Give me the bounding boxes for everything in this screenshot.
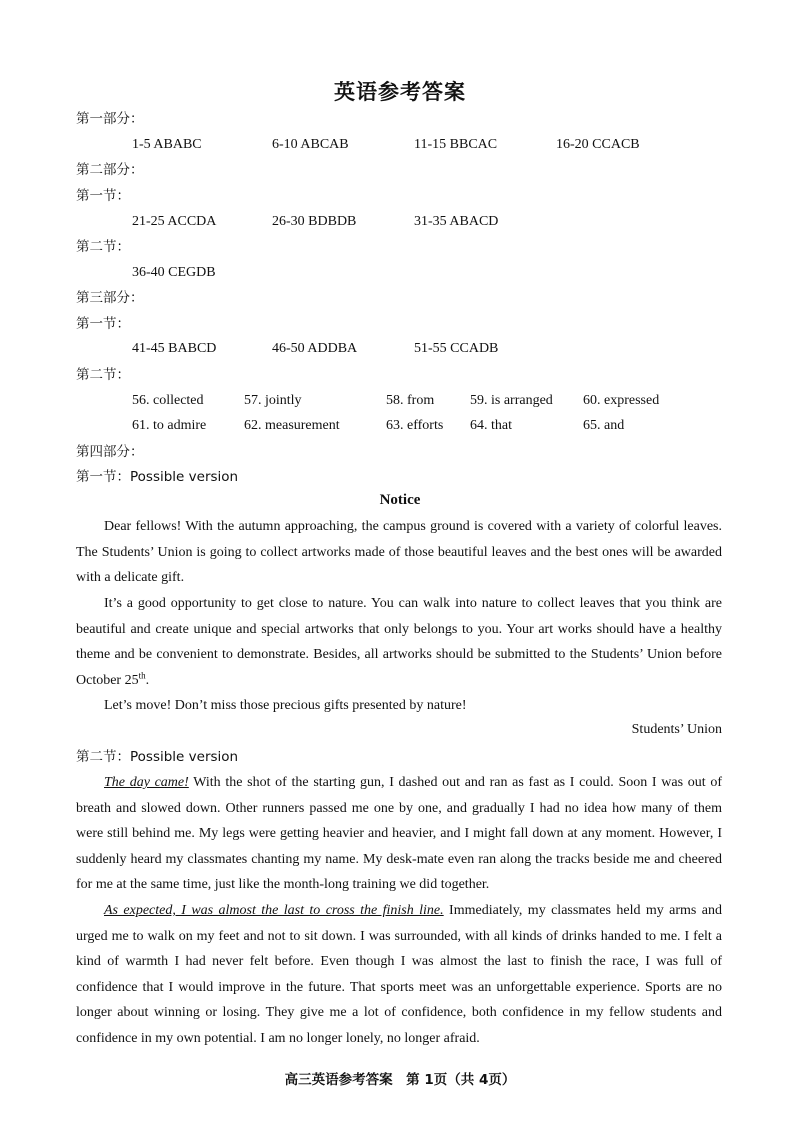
notice-title: Notice xyxy=(379,492,421,508)
cloze-answer: 64. that xyxy=(470,418,512,433)
notice-paragraph: Let’s move! Don’t miss those precious gifts presented by nature! xyxy=(104,698,467,713)
notice-p2-superscript: th xyxy=(138,670,146,681)
section2-label-text: 第二节：Possible version xyxy=(76,749,239,765)
notice-signature: Students’ Union xyxy=(631,722,722,737)
notice-paragraph: Dear fellows! With the autumn approaching, the campus ground is covered with a variety of colorful leaves. The Students’ Union is going to collect artworks made of those beautiful leaves and the best ones will be awarded with a delicate gift. xyxy=(76,519,722,586)
part3-label: 第三部分： xyxy=(76,290,144,306)
cloze-answer: 59. is arranged xyxy=(470,393,553,408)
cloze-answer: 65. and xyxy=(583,418,625,433)
answer-group: 31-35 ABACD xyxy=(414,214,499,229)
answer-group: 46-50 ADDBA xyxy=(272,341,358,356)
part4-section1-label xyxy=(76,468,238,487)
story-p2-lead: As expected, I was almost the last to cross the finish line. xyxy=(104,903,444,918)
part4-section2-label xyxy=(76,748,238,767)
notice-p2-main: It’s a good opportunity to get close to nature. You can walk into nature to collect leaves that you think are beautiful and create unique and special artworks that only belongs to you. Your art works should have a healthy theme and be convenient to demonstrate. Besides, all artworks should be submitted to the Students’ Union before October 25 xyxy=(76,596,722,688)
story-p1-lead: The day came! xyxy=(104,775,189,790)
answer-group: 16-20 CCACB xyxy=(556,137,640,152)
part1-label: 第一部分： xyxy=(76,111,144,127)
story-paragraph xyxy=(76,898,722,1052)
cloze-answer: 62. measurement xyxy=(244,418,340,433)
part2-section2-label: 第二节： xyxy=(76,239,130,255)
part2-section1-label: 第一节： xyxy=(76,188,130,204)
answer-group: 51-55 CCADB xyxy=(414,341,499,356)
cloze-answer: 58. from xyxy=(386,393,435,408)
page-footer: 高三英语参考答案 第 1页（共 4页） xyxy=(284,1072,516,1088)
part3-section2-label: 第二节： xyxy=(76,367,130,383)
section1-label-text: 第一节：Possible version xyxy=(76,469,239,485)
story-p1-rest: With the shot of the starting gun, I dashed out and ran as fast as I could. Soon I was out of breath and slowed down. Other runners passed me one by one, and gradually I had no idea how many of them were still behind me. My legs were getting heavier and heavier, and I might fall down at any moment. However, I suddenly heard my classmates chanting my name. My desk-mate even ran along the tracks beside me and cheered for me at the same time, just like the month-long training we did together. xyxy=(76,775,722,893)
answer-group: 21-25 ACCDA xyxy=(132,214,217,229)
part4-label: 第四部分： xyxy=(76,444,144,460)
cloze-answer: 60. expressed xyxy=(583,393,660,408)
cloze-answer: 57. jointly xyxy=(244,393,302,408)
page-title: 英语参考答案 xyxy=(334,80,466,104)
answer-group: 1-5 ABABC xyxy=(132,137,202,152)
answer-group: 11-15 BBCAC xyxy=(414,137,498,152)
part3-section1-label: 第一节： xyxy=(76,316,130,332)
notice-paragraph xyxy=(76,591,722,693)
cloze-answer: 63. efforts xyxy=(386,418,444,433)
cloze-answer: 56. collected xyxy=(132,393,204,408)
answer-group: 41-45 BABCD xyxy=(132,341,217,356)
notice-p2-end: . xyxy=(145,672,150,688)
answer-group: 6-10 ABCAB xyxy=(272,137,349,152)
cloze-answer: 61. to admire xyxy=(132,418,207,433)
part2-label: 第二部分： xyxy=(76,162,144,178)
story-p2-rest: Immediately, my classmates held my arms and urged me to walk on my feet and not to sit down. I was surrounded, with all kinds of drinks handed to me. I felt a kind of warmth I had never felt before. Even though I was almost the last to finish the race, I was full of confidence that I would improve in the future. That sports meet was an unforgettable experience. Sports are no longer about winning or losing. They give me a lot of confidence, both confidence in my fellow students and confidence in my own potential. I am no longer lonely, no longer afraid. xyxy=(76,903,722,1046)
answer-group: 36-40 CEGDB xyxy=(132,265,216,280)
answer-group: 26-30 BDBDB xyxy=(272,214,357,229)
story-paragraph xyxy=(76,770,722,898)
